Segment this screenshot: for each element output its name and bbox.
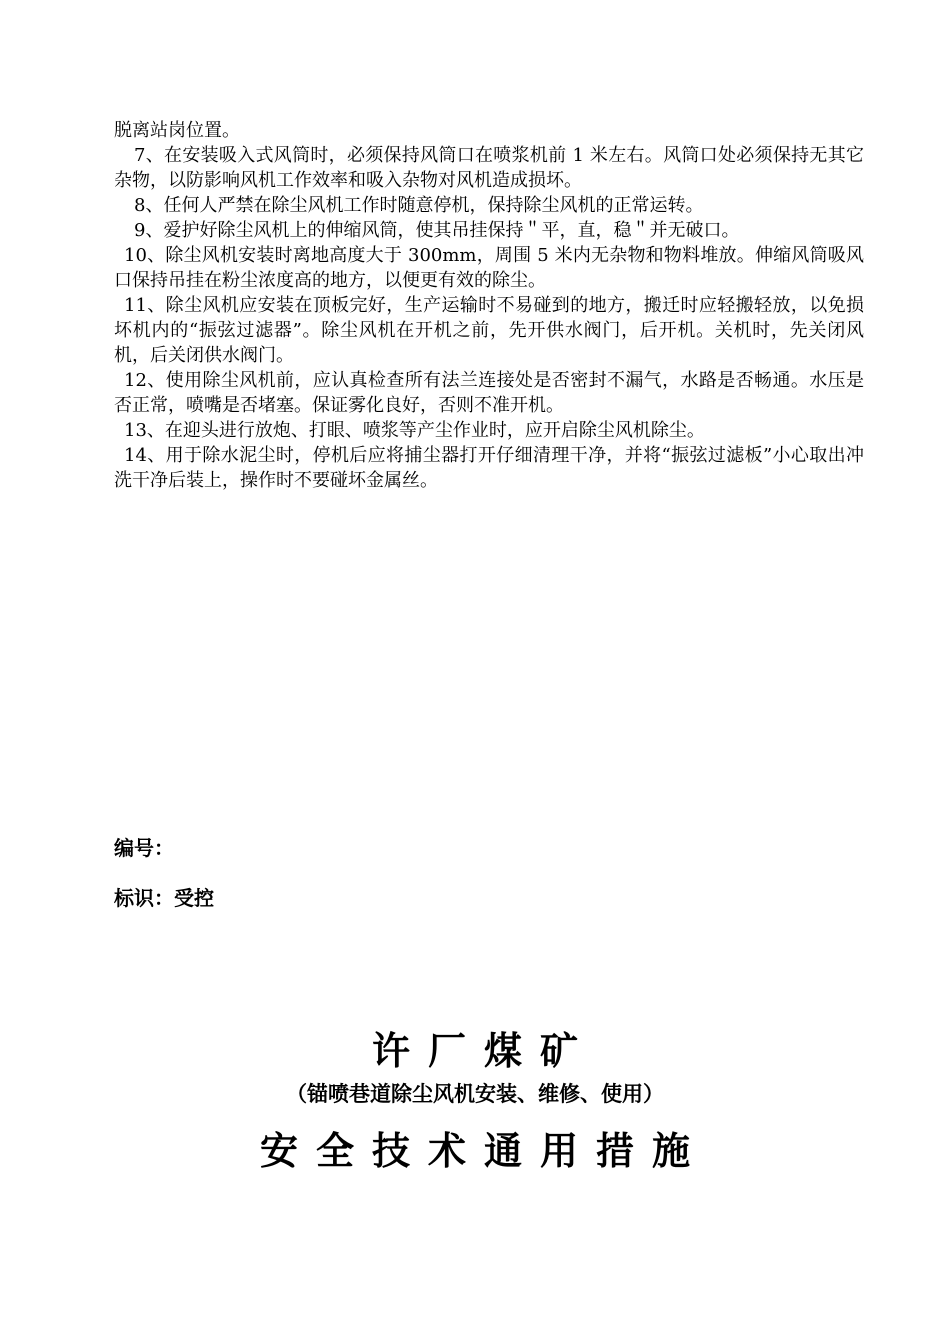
paragraph-item-13: 13、在迎头进行放炮、打眼、喷浆等产尘作业时，应开启除尘风机除尘。 (124, 420, 705, 441)
paragraph-item-12: 12、使用除尘风机前，应认真检查所有法兰连接处是否密封不漏气，水路是否畅通。水压是否正常，喷嘴是否堵塞。保证雾化良好，否则不准开机。 (114, 370, 864, 416)
document-subtitle: （锚喷巷道除尘风机安装、维修、使用） (286, 1081, 664, 1106)
mine-name-title: 许厂煤矿 (371, 1028, 596, 1073)
paragraph-item-8: 8、任何人严禁在除尘风机工作时随意停机，保持除尘风机的正常运转。 (134, 195, 704, 216)
paragraph-item-7: 7、在安装吸入式风筒时，必须保持风筒口在喷浆机前 1 米左右。风筒口处必须保持无其它杂物，以防影响风机工作效率和吸入杂物对风机造成损坏。 (114, 145, 864, 191)
paragraph-item-14: 14、用于除水泥尘时，停机后应将捕尘器打开仔细清理干净，并将“振弦过滤板”小心取出冲洗干净后装上，操作时不要碰坏金属丝。 (114, 445, 864, 491)
document-body (114, 118, 864, 493)
paragraph-item-10: 10、除尘风机安装时离地高度大于 300mm，周围 5 米内无杂物和物料堆放。伸缩风筒吸风口保持吊挂在粉尘浓度高的地方，以便更有效的除尘。 (114, 245, 864, 291)
control-mark-label: 标识：受控 (114, 886, 214, 910)
document-main-title: 安全技术通用措施 (259, 1128, 708, 1173)
paragraph-item-11: 11、除尘风机应安装在顶板完好，生产运输时不易碰到的地方，搬迁时应轻搬轻放，以免损坏机内的“振弦过滤器”。除尘风机在开机之前，先开供水阀门，后开机。关机时，先关闭风机，后关闭供水阀门。 (114, 295, 864, 366)
paragraph-continuation: 脱离站岗位置。 (114, 120, 240, 141)
paragraph-item-9: 9、爱护好除尘风机上的伸缩风筒，使其吊挂保持＂平，直，稳＂并无破口。 (134, 220, 740, 241)
document-number-label: 编号： (114, 836, 174, 860)
